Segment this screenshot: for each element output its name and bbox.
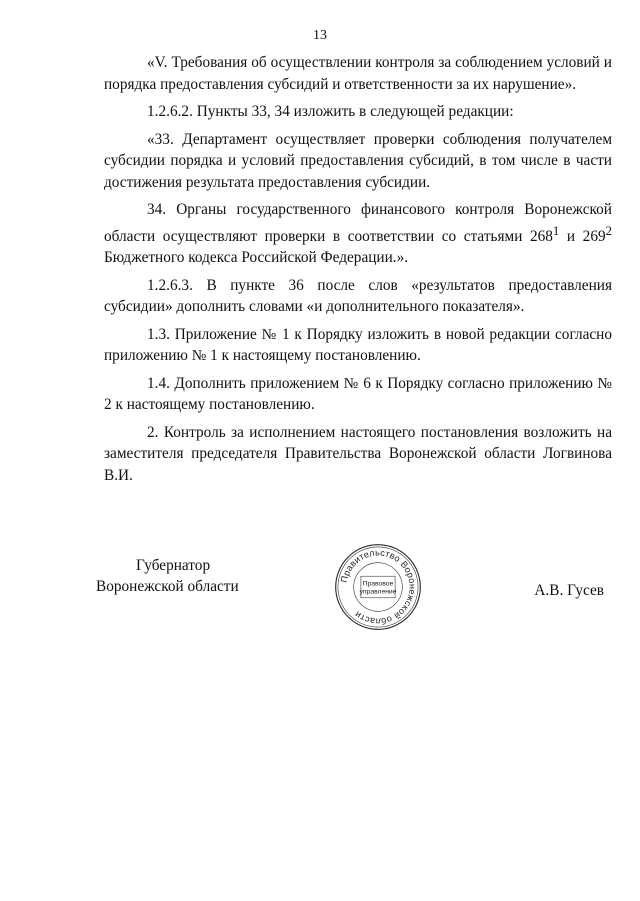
superscript-1: 1 (552, 223, 560, 238)
paragraph-34 (104, 199, 612, 269)
signature-block (96, 547, 626, 675)
paragraph-34-text-2: и 269 (559, 227, 606, 245)
paragraph-1-2-6-3: 1.2.6.3. В пункте 36 после слов «результатов предоставления субсидии» дополнить словами «и дополнительного показателя». (104, 276, 612, 316)
document-body (104, 52, 612, 486)
superscript-2: 2 (605, 223, 612, 238)
paragraph-34-text-3: Бюджетного кодекса Российской Федерации.». (104, 249, 409, 267)
stamp-ring-text: Правительство Воронежской области (338, 547, 418, 627)
paragraph-1-3: 1.3. Приложение № 1 к Порядку изложить в новой редакции согласно приложению № 1 к настоящему постановлению. (104, 325, 612, 365)
paragraph-1-4: 1.4. Дополнить приложением № 6 к Порядку согласно приложению № 2 к настоящему постановлению. (104, 374, 612, 414)
paragraph-2: 2. Контроль за исполнением настоящего постановления возложить на заместителя председателя Правительства Воронежской области Логвинова В.И. (104, 423, 612, 484)
official-stamp (333, 542, 423, 632)
page-number: 13 (313, 28, 327, 43)
signatory-region: Воронежской области (96, 578, 239, 595)
paragraph-33: «33. Департамент осуществляет проверки соблюдения получателем субсидии порядка и условий предоставления субсидий, в том числе в части достижения результата предоставления субсидии. (104, 130, 612, 191)
paragraph-1-2-6-2: 1.2.6.2. Пункты 33, 34 изложить в следующей редакции: (147, 103, 514, 120)
paragraph-34-text-1: 34. Органы государственного финансового контроля Воронежской области осуществляют проверки в соответствии со статьями 268 (104, 201, 612, 245)
section-v-heading-quote: «V. Требования об осуществлении контроля за соблюдением условий и порядка предоставления субсидий и ответственности за их нарушение». (104, 54, 612, 93)
stamp-center-line-1: Правовое (362, 580, 394, 588)
signatory-title: Губернатор (136, 557, 211, 574)
signatory-name: А.В. Гусев (534, 582, 604, 599)
stamp-center-line-2: управление (359, 588, 397, 596)
